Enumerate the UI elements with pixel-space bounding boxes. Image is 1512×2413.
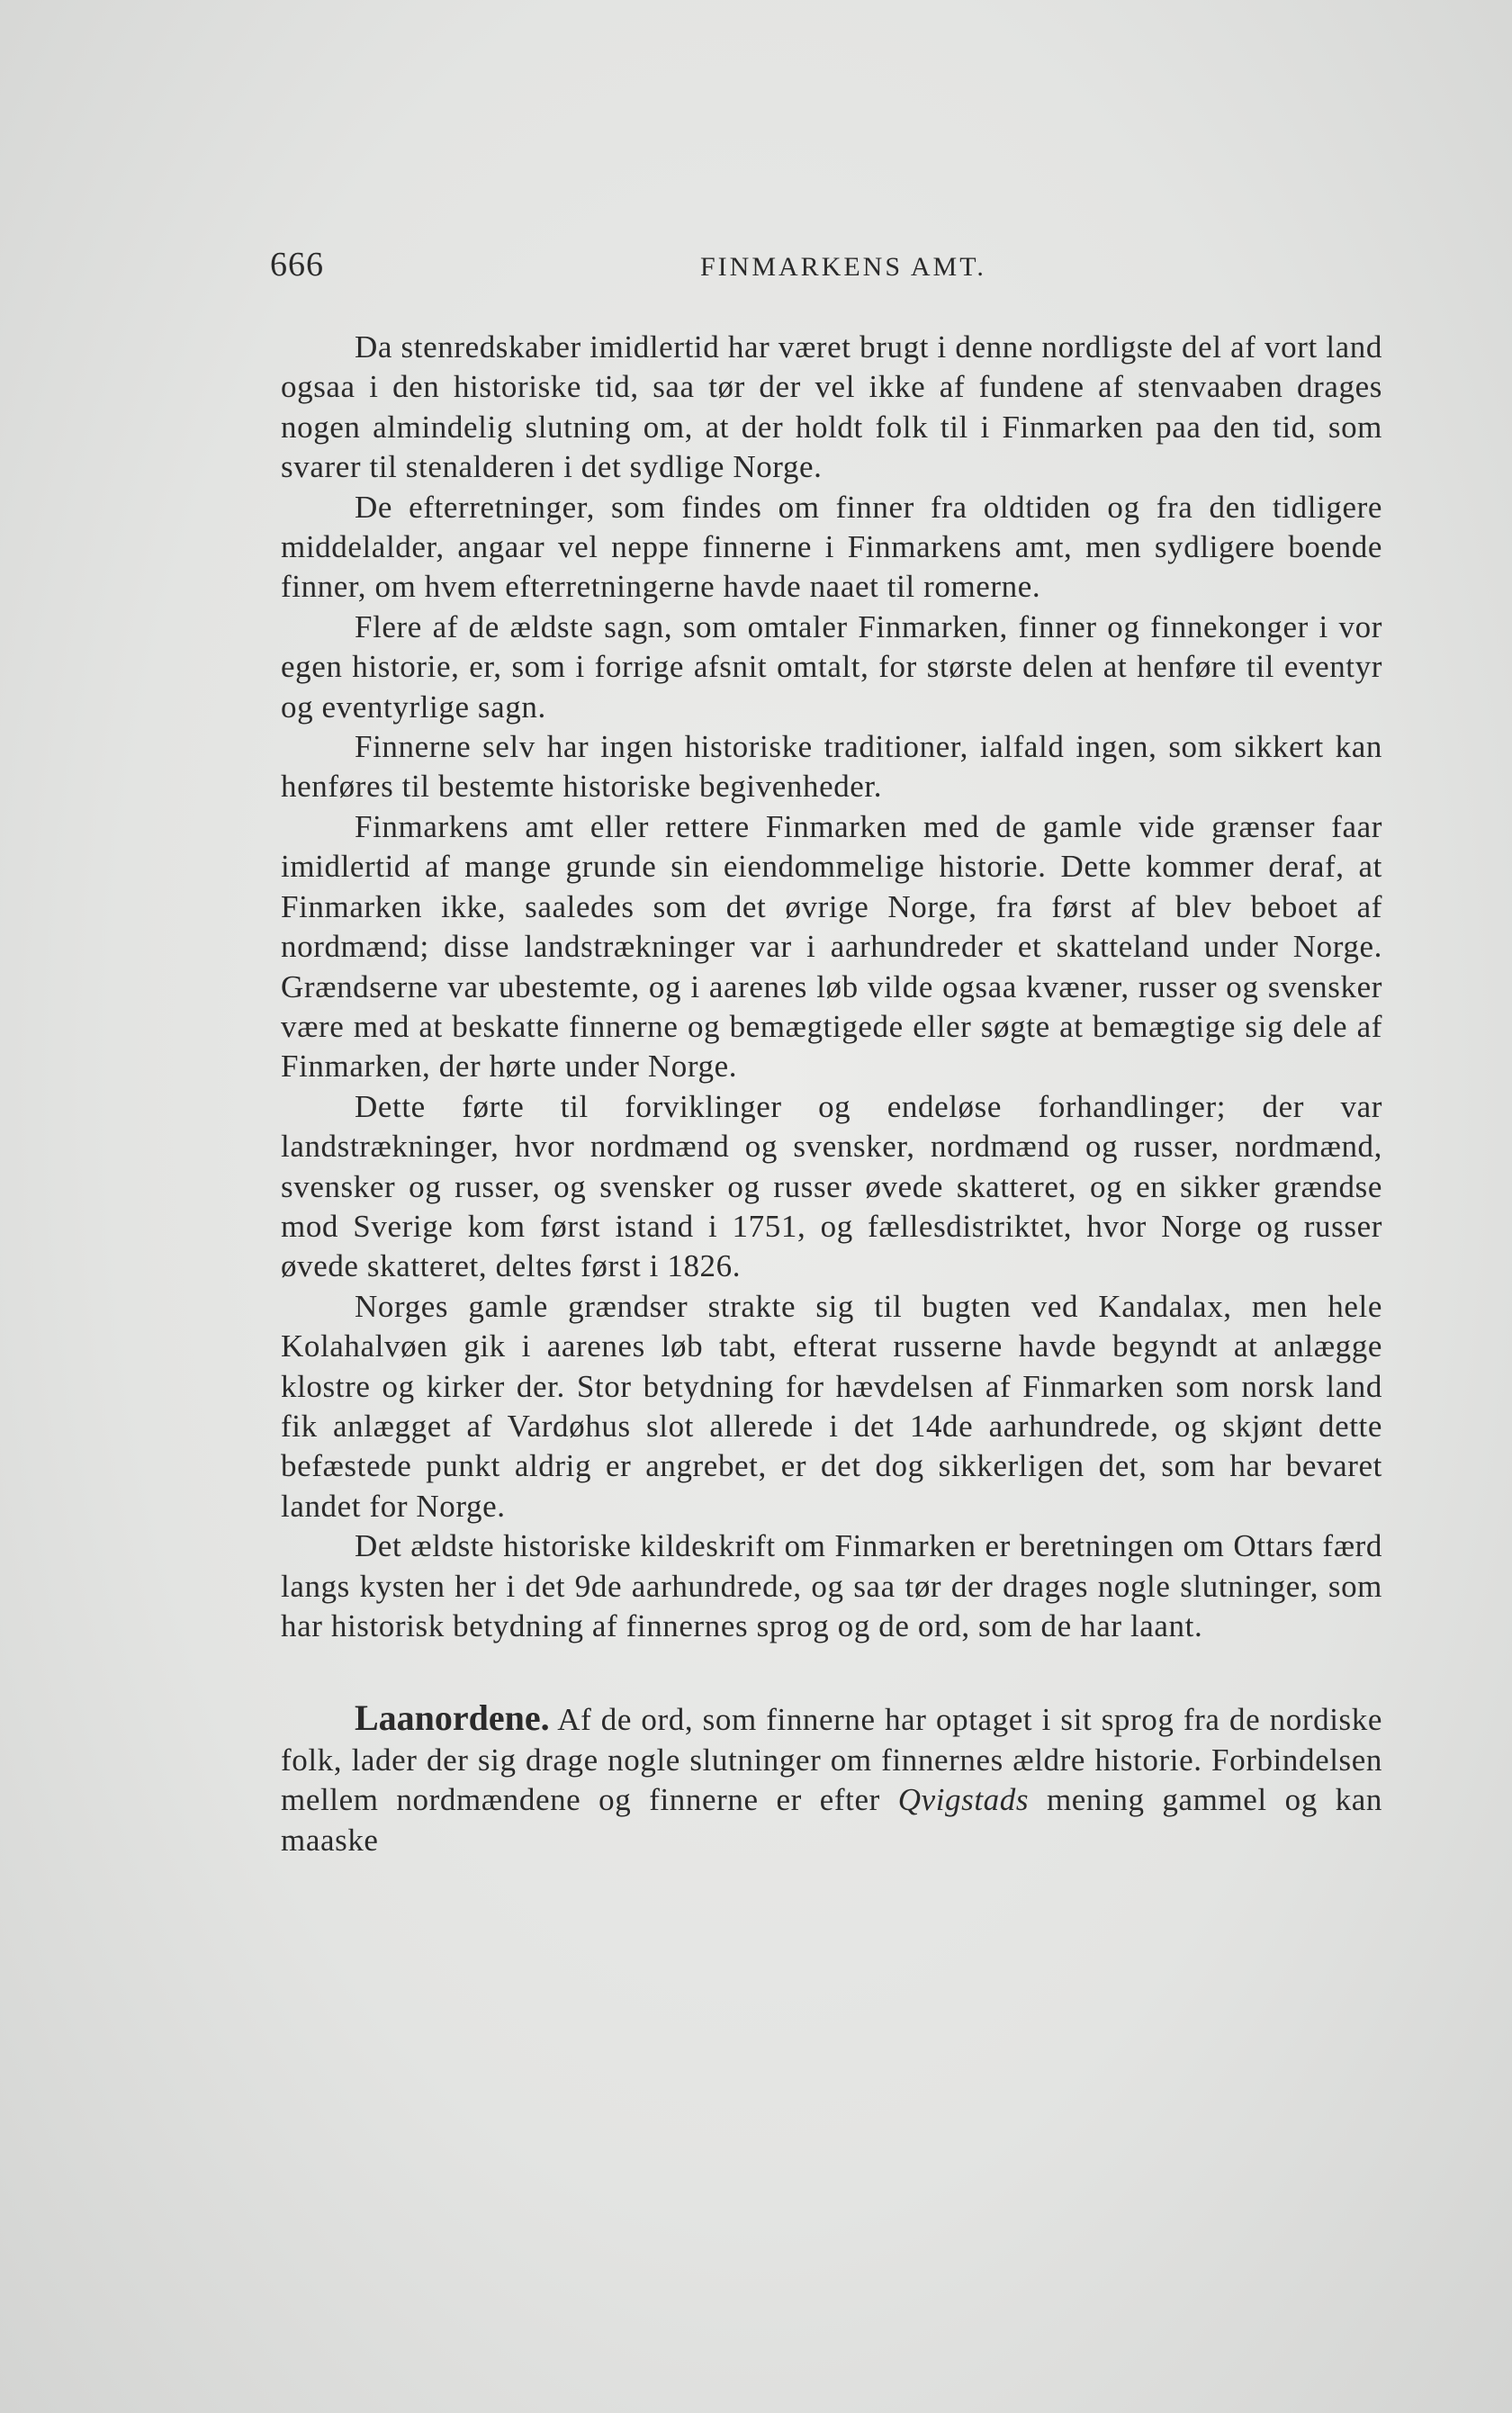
section-heading: Laanordene. (355, 1697, 550, 1739)
paragraph: De efterretninger, som findes om finner fra oldtiden og fra den tidligere middelalder, angaar vel neppe finnerne i Finmarkens amt, men sydligere boende finner, om hvem efterretningerne havde naaet til romerne. (281, 489, 1382, 605)
paragraph: Da stenredskaber imidlertid har været brugt i denne nordligste del af vort land ogsaa i den historiske tid, saa tør der vel ikke af fundene af stenvaaben drages nogen almindelig slutning om, at der holdt folk til i Finmarken paa den tid, som svarer til stenalderen i det sydlige Norge. (281, 329, 1382, 485)
author-name: Qvigstads (897, 1782, 1030, 1818)
paragraph: Finmarkens amt eller rettere Finmarken med de gamle vide grænser faar imidlertid af mange grunde sin eiendommelige historie. Dette kommer deraf, at Finmarken ikke, saaledes som det øvrige Norge, fra først af blev beboet af nordmænd; disse landstrækninger var i aarhundreder et skatteland under Norge. Grændserne var ubestemte, og i aarenes løb vilde ogsaa kvæner, russer og svensker være med at beskatte finnerne og bemægtigede eller søgte at bemægtige sig dele af Finmarken, der hørte under Norge. (281, 808, 1382, 1085)
section-paragraph (281, 1698, 1382, 1860)
section-laanordene (281, 1698, 1382, 1860)
body-text (281, 328, 1382, 1860)
paragraph: Finnerne selv har ingen historiske traditioner, ialfald ingen, som sikkert kan henføres til bestemte historiske begivenheder. (281, 729, 1382, 805)
page-number: 666 (270, 246, 324, 284)
paragraph: Norges gamle grændser strakte sig til bugten ved Kandalax, men hele Kolahalvøen gik i aarenes løb tabt, efterat russerne havde begyndt at anlægge klostre og kirker der. Stor betydning for hævdelsen af Finmarken som norsk land fik anlægget af Vardøhus slot allerede i det 14de aarhundrede, og skjønt dette befæstede punkt aldrig er angrebet, er det dog sikkerligen det, som har bevaret landet for Norge. (281, 1288, 1382, 1524)
section-text: Af de ord, som finnerne har optaget i sit sprog fra de nordiske folk, lader der sig drage nogle slutninger om finnernes ældre historie. Forbindelsen mellem nordmændene og finnerne er efter (281, 1702, 1382, 1818)
paragraph: Flere af de ældste sagn, som omtaler Finmarken, finner og finnekonger i vor egen historie, er, som i forrige afsnit omtalt, for største delen at henføre til eventyr og eventyrlige sagn. (281, 608, 1382, 725)
paragraph: Dette førte til forviklinger og endeløse forhandlinger; der var landstrækninger, hvor nordmænd og svensker, nordmænd og russer, nordmænd, svensker og russer, og svensker og russer øvede skatteret, og en sikker grændse mod Sverige kom først istand i 1751, og fællesdistriktet, hvor Norge og russer øvede skatteret, deltes først i 1826. (281, 1088, 1382, 1284)
running-title: FINMARKENS AMT. (700, 252, 986, 282)
page-header (270, 245, 1382, 290)
paragraph: Det ældste historiske kildeskrift om Finmarken er beretningen om Ottars færd langs kysten her i det 9de aarhundrede, og saa tør der drages nogle slutninger, som har historisk betydning af finnernes sprog og de ord, som de har laant. (281, 1528, 1382, 1643)
section-text-end: mening gammel og kan maaske (281, 1782, 1382, 1858)
